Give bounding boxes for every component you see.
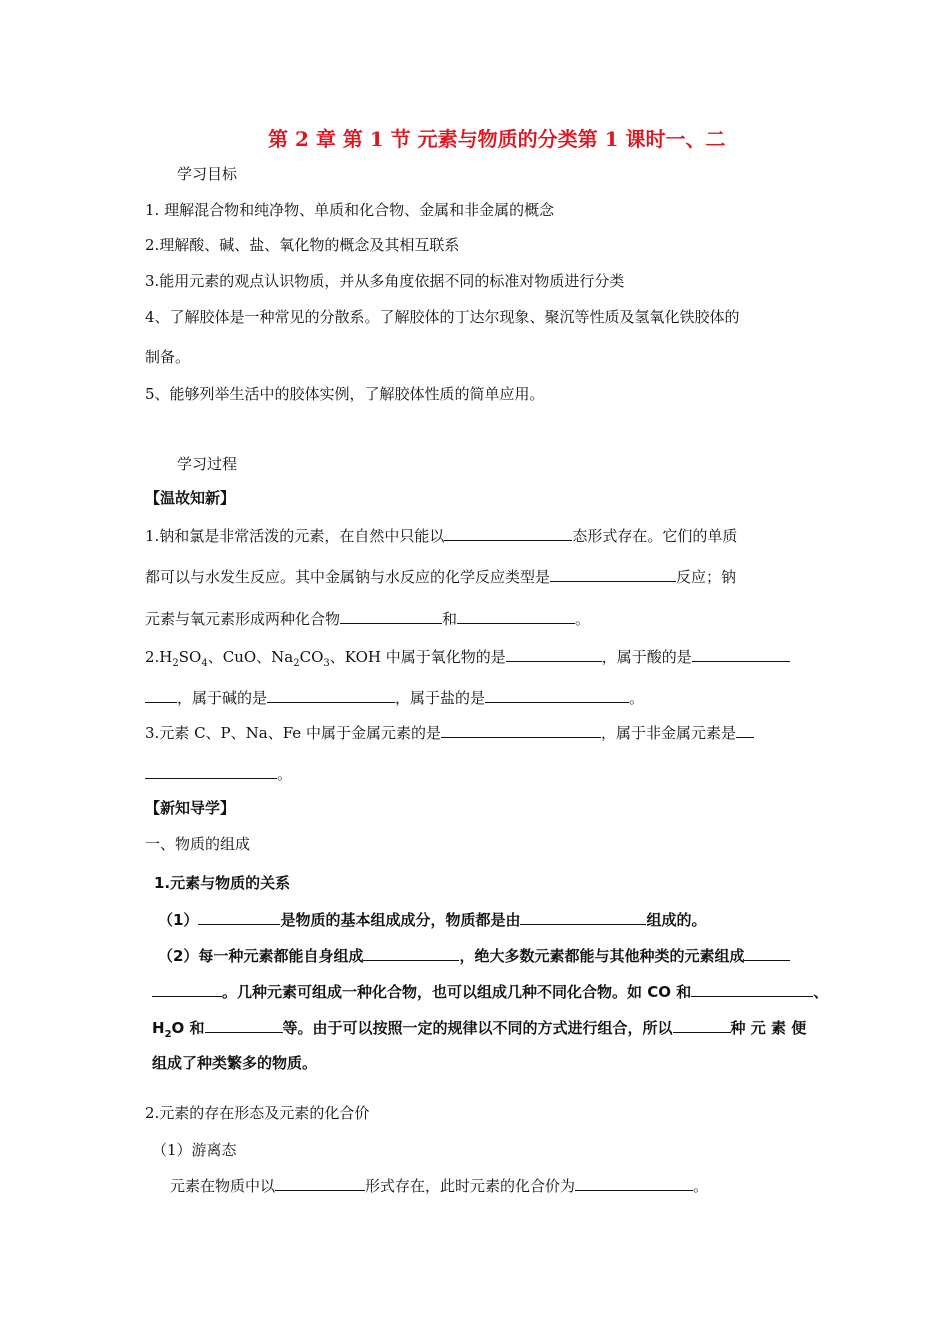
- q2-line-2: [145, 687, 644, 708]
- sub2-p2-a: 元素在物质中以: [170, 1177, 276, 1195]
- q1-text-c: 都可以与水发生反应。其中金属钠与水反应的化学反应类型是: [145, 568, 551, 586]
- q1-blank-state[interactable]: [444, 525, 572, 541]
- sub1-blank-element[interactable]: [198, 909, 280, 925]
- goal-item-3: 3.能用元素的观点认识物质，并从多角度依据不同的标准对物质进行分类: [145, 272, 625, 290]
- q2-blank-salt[interactable]: [485, 687, 629, 703]
- q1-line-2: [145, 566, 736, 587]
- goals-heading: 学习目标: [177, 165, 238, 183]
- sub1-p2-g: 等。由于可以按照一定的规律以不同的方式进行组合，所以: [282, 1019, 673, 1037]
- sub1-p2-line1: [158, 945, 790, 966]
- q1-text-f: 和: [442, 610, 458, 628]
- q1-text-g: 。: [575, 610, 591, 628]
- q1-text-a: 1.钠和氯是非常活泼的元素，在自然中只能以: [145, 527, 445, 545]
- q1-blank-compound-2[interactable]: [457, 608, 575, 624]
- q1-text-d: 反应；钠: [676, 568, 737, 586]
- q1-text-b: 态形式存在。它们的单质: [572, 527, 738, 545]
- q3-blank-metal[interactable]: [441, 722, 601, 738]
- q1-line-1: [145, 525, 737, 546]
- sub1-p1-a: （1）: [158, 911, 199, 929]
- sub1-blank-count[interactable]: [673, 1017, 731, 1033]
- sub2-p2-b: 形式存在，此时元素的化合价为: [365, 1177, 576, 1195]
- q2-text-a5: 、KOH 中属于氧化物的是: [329, 648, 506, 666]
- q2-text-e: 。: [629, 689, 645, 707]
- sub1-p2-f: O 和: [171, 1019, 205, 1037]
- sub2-p1: （1）游离态: [152, 1141, 237, 1159]
- sub2-p2-c: 。: [693, 1177, 709, 1195]
- q1-text-e: 元素与氧元素形成两种化合物: [145, 610, 341, 628]
- goal-item-4: 4、了解胶体是一种常见的分散系。了解胶体的丁达尔现象、聚沉等性质及氢氧化铁胶体的: [145, 308, 740, 326]
- sub1-p2-h: 种 元 素 便: [730, 1019, 807, 1037]
- sub1-blank-self[interactable]: [363, 945, 459, 961]
- review-heading: 【温故知新】: [145, 489, 236, 507]
- sub1-blank-h2o[interactable]: [205, 1017, 283, 1033]
- q1-blank-reaction[interactable]: [550, 566, 676, 582]
- sub2-heading: 2.元素的存在形态及元素的化合价: [145, 1104, 370, 1122]
- sub1-p2-c: 。几种元素可组成一种化合物，也可以组成几种不同化合物。如 CO 和: [222, 983, 692, 1001]
- q2-blank-base[interactable]: [267, 687, 395, 703]
- q2-text-a2: SO: [178, 648, 202, 666]
- process-heading: 学习过程: [177, 455, 238, 473]
- sub1-blank-co[interactable]: [691, 981, 813, 997]
- q2-line-1: [145, 646, 790, 667]
- goal-item-5: 5、能够列举生活中的胶体实例，了解胶体性质的简单应用。: [145, 385, 545, 403]
- sub1-p2-a: （2）每一种元素都能自身组成: [158, 947, 364, 965]
- sub1-p2-b: ，绝大多数元素都能与其他种类的元素组成: [459, 947, 745, 965]
- q3-text-b: ，属于非金属元素是: [600, 724, 736, 742]
- sub1-blank-composed[interactable]: [520, 909, 646, 925]
- goal-item-4-cont: 制备。: [145, 348, 191, 366]
- sub1-p2-d: 、: [813, 983, 829, 1001]
- sub1-blank-other-2[interactable]: [152, 981, 222, 997]
- sub1-heading: 1.元素与物质的关系: [154, 874, 291, 892]
- new-knowledge-heading: 【新知导学】: [145, 799, 236, 817]
- section-1-heading: 一、物质的组成: [145, 835, 251, 853]
- q2-sub-1: 2: [172, 658, 179, 669]
- q2-blank-acid-1[interactable]: [692, 646, 790, 662]
- q2-text-a4: CO: [299, 648, 324, 666]
- sub1-p1: [158, 909, 706, 930]
- q3-blank-nonmetal-1[interactable]: [736, 722, 754, 738]
- q1-blank-compound-1[interactable]: [340, 608, 442, 624]
- q3-text-c: 。: [277, 765, 293, 783]
- sub2-blank-valence[interactable]: [575, 1175, 693, 1191]
- q2-text-c: ，属于碱的是: [177, 689, 268, 707]
- q2-sub-3: 2: [293, 658, 300, 669]
- q1-line-3: [145, 608, 590, 629]
- q3-blank-nonmetal-2[interactable]: [145, 763, 277, 779]
- page-title: 第 2 章 第 1 节 元素与物质的分类第 1 课时一、二: [268, 127, 726, 151]
- goal-item-1: 1. 理解混合物和纯净物、单质和化合物、金属和非金属的概念: [145, 201, 555, 219]
- q3-text-a: 3.元素 C、P、Na、Fe 中属于金属元素的是: [145, 724, 441, 742]
- q3-line-1: [145, 722, 754, 743]
- sub1-blank-other-1[interactable]: [744, 945, 790, 961]
- q2-sub-4: 3: [323, 658, 330, 669]
- sub1-p2-line3: [152, 1017, 806, 1038]
- sub2-blank-form[interactable]: [275, 1175, 365, 1191]
- q3-line-2: [145, 763, 292, 784]
- sub1-p2-sub: 2: [164, 1029, 172, 1040]
- sub2-p2: [170, 1175, 708, 1196]
- goal-item-2: 2.理解酸、碱、盐、氧化物的概念及其相互联系: [145, 236, 460, 254]
- sub1-p1-c: 组成的。: [646, 911, 707, 929]
- q2-text-b: ，属于酸的是: [601, 648, 692, 666]
- sub1-p1-b: 是物质的基本组成成分，物质都是由: [280, 911, 521, 929]
- q2-text-a: 2.H: [145, 648, 173, 666]
- sub1-p2-e: H: [152, 1019, 165, 1037]
- sub1-p2-line4: 组成了种类繁多的物质。: [152, 1054, 318, 1072]
- q2-text-d: ，属于盐的是: [395, 689, 486, 707]
- q2-blank-acid-2[interactable]: [145, 687, 177, 703]
- sub1-p2-line2: [152, 981, 828, 1002]
- q2-sub-2: 4: [201, 658, 208, 669]
- q2-text-a3: 、CuO、Na: [207, 648, 294, 666]
- q2-blank-oxide[interactable]: [506, 646, 602, 662]
